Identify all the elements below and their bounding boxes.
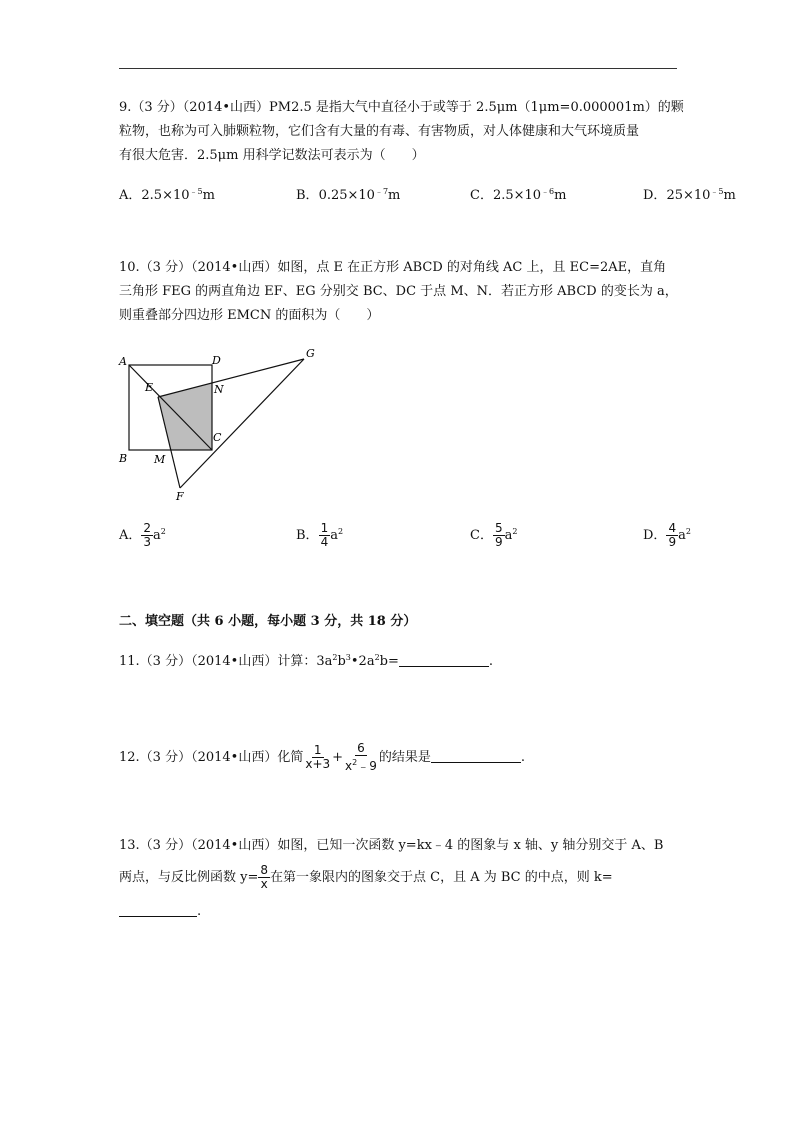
q10-option-c[interactable]: C． $\frac{5}{9}$ $a^2$ [470, 521, 518, 549]
q9-option-a[interactable]: A．$2.5\times 10^{﹣5}m$ [119, 187, 215, 203]
label-m: M [154, 453, 166, 466]
label-c: C [213, 431, 222, 444]
q9-option-b[interactable]: B．$0.25\times 10^{﹣7}m$ [296, 187, 401, 203]
q9-option-c[interactable]: C．$2.5\times 10^{﹣6}m$ [470, 187, 567, 203]
q10-geometry-figure [110, 340, 330, 505]
q10-line-2: 三角形 FEG 的两直角边 EF、EG 分别交 BC、DC 于点 M、N．若正方形 ABCD 的变长为 a， [119, 284, 678, 299]
q13-answer-blank[interactable] [119, 903, 197, 917]
q12-line: 12.（3 分）（2014•山西）化简 $\frac{1}{x+3}$ + $\frac{6}{x^2﹣9}$ 的结果是 . [119, 741, 526, 773]
q11-line: 11.（3 分）（2014•山西）计算：$3a^2b^3•2a^2b=$ . [119, 653, 494, 669]
q13-line-1: 13.（3 分）（2014•山西）如图，已知一次函数 y=kx﹣4 的图象与 x 轴、y 轴分别交于 A、B [119, 838, 664, 853]
label-b: B [119, 452, 128, 465]
q9-line-3: 有很大危害．2.5μm 用科学记数法可表示为（ ） [119, 148, 425, 163]
q10-line-1: 10.（3 分）（2014•山西）如图，点 E 在正方形 ABCD 的对角线 AC 上，且 EC=2AE，直角 [119, 260, 667, 275]
q10-option-a[interactable]: A． $\frac{2}{3}$ $a^2$ [119, 521, 166, 549]
section-title-fill-in: 二、填空题（共 6 小题，每小题 3 分，共 18 分） [119, 614, 417, 629]
label-f: F [176, 490, 184, 503]
label-g: G [306, 347, 315, 360]
q12-answer-blank[interactable] [431, 749, 521, 763]
label-d: D [212, 354, 221, 367]
header-rule [119, 68, 677, 69]
q11-answer-blank[interactable] [399, 653, 489, 667]
q13-line-3: . [119, 902, 201, 922]
label-n: N [214, 383, 224, 396]
overlap-quadrilateral-emcn [158, 383, 212, 450]
q10-line-3: 则重叠部分四边形 EMCN 的面积为（ ） [119, 308, 380, 323]
q9-line-2: 粒物，也称为可入肺颗粒物，它们含有大量的有毒、有害物质，对人体健康和大气环境质量 [119, 124, 640, 139]
q10-option-b[interactable]: B． $\frac{1}{4}$ $a^2$ [296, 521, 344, 549]
q10-option-d[interactable]: D． $\frac{4}{9}$ $a^2$ [643, 521, 691, 549]
q9-option-d[interactable]: D．$25\times 10^{﹣5}m$ [643, 187, 736, 203]
q13-line-2: 两点，与反比例函数 y= $\frac{8}{x}$ 在第一象限内的图象交于点 C，且 A 为 BC 的中点，则 k= [119, 863, 613, 891]
label-a: A [119, 355, 127, 368]
label-e: E [145, 381, 154, 394]
q9-line-1: 9.（3 分）（2014•山西）PM2.5 是指大气中直径小于或等于 2.5μm（1μm=0.000001m）的颗 [119, 100, 684, 115]
